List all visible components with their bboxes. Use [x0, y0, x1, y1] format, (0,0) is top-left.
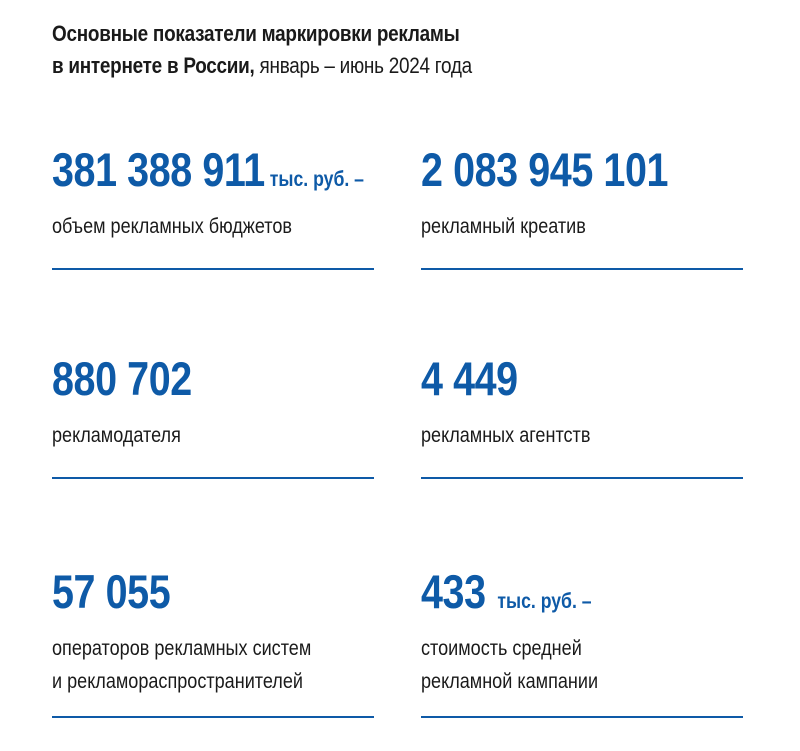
title-line-2	[52, 50, 654, 82]
stat-label-line-2: рекламной кампании	[421, 670, 599, 693]
stat-label	[421, 210, 698, 243]
stat-value: 433	[421, 565, 486, 618]
stat-ad-creatives	[421, 142, 743, 243]
stat-label	[52, 632, 329, 698]
divider	[421, 716, 743, 718]
stat-value-row	[421, 142, 691, 198]
stat-label-line-1: рекламодателя	[52, 424, 181, 447]
stat-label-line-2: и рекламораспространителей	[52, 670, 303, 693]
stat-ad-system-operators	[52, 564, 374, 698]
divider	[421, 477, 743, 479]
stat-unit: тыс. руб. –	[269, 168, 364, 191]
title-line-1: Основные показатели маркировки рекламы	[52, 21, 460, 46]
stat-value-row	[52, 142, 364, 198]
stat-value: 880 702	[52, 352, 192, 405]
stat-value: 381 388 911	[52, 143, 265, 196]
stat-label-line-1: операторов рекламных систем	[52, 637, 312, 660]
stat-value-row	[52, 351, 322, 407]
stat-label	[52, 210, 329, 243]
stat-label-line-1: рекламный креатив	[421, 215, 586, 238]
divider	[52, 477, 374, 479]
stat-unit: тыс. руб. –	[497, 590, 592, 613]
stat-value: 57 055	[52, 565, 171, 618]
title-line-2-bold: в интернете в России,	[52, 53, 255, 78]
title-period: январь – июнь 2024 года	[254, 53, 472, 78]
stat-value: 2 083 945 101	[421, 143, 669, 196]
stat-average-campaign-cost	[421, 564, 743, 698]
stat-ad-agencies	[421, 351, 743, 452]
page-title	[52, 18, 752, 82]
divider	[52, 716, 374, 718]
stat-label-line-1: объем рекламных бюджетов	[52, 215, 293, 238]
divider	[52, 268, 374, 270]
divider	[421, 268, 743, 270]
stat-label	[421, 632, 698, 698]
stat-label-line-1: рекламных агентств	[421, 424, 591, 447]
stat-label-line-1: стоимость средней	[421, 637, 582, 660]
stat-value: 4 449	[421, 352, 518, 405]
stat-label	[421, 419, 698, 452]
stat-advertisers	[52, 351, 374, 452]
stat-label	[52, 419, 329, 452]
stat-value-row	[421, 351, 691, 407]
stat-value-row	[52, 564, 322, 620]
stat-ad-budget-volume	[52, 142, 374, 243]
stat-value-row	[421, 564, 691, 620]
